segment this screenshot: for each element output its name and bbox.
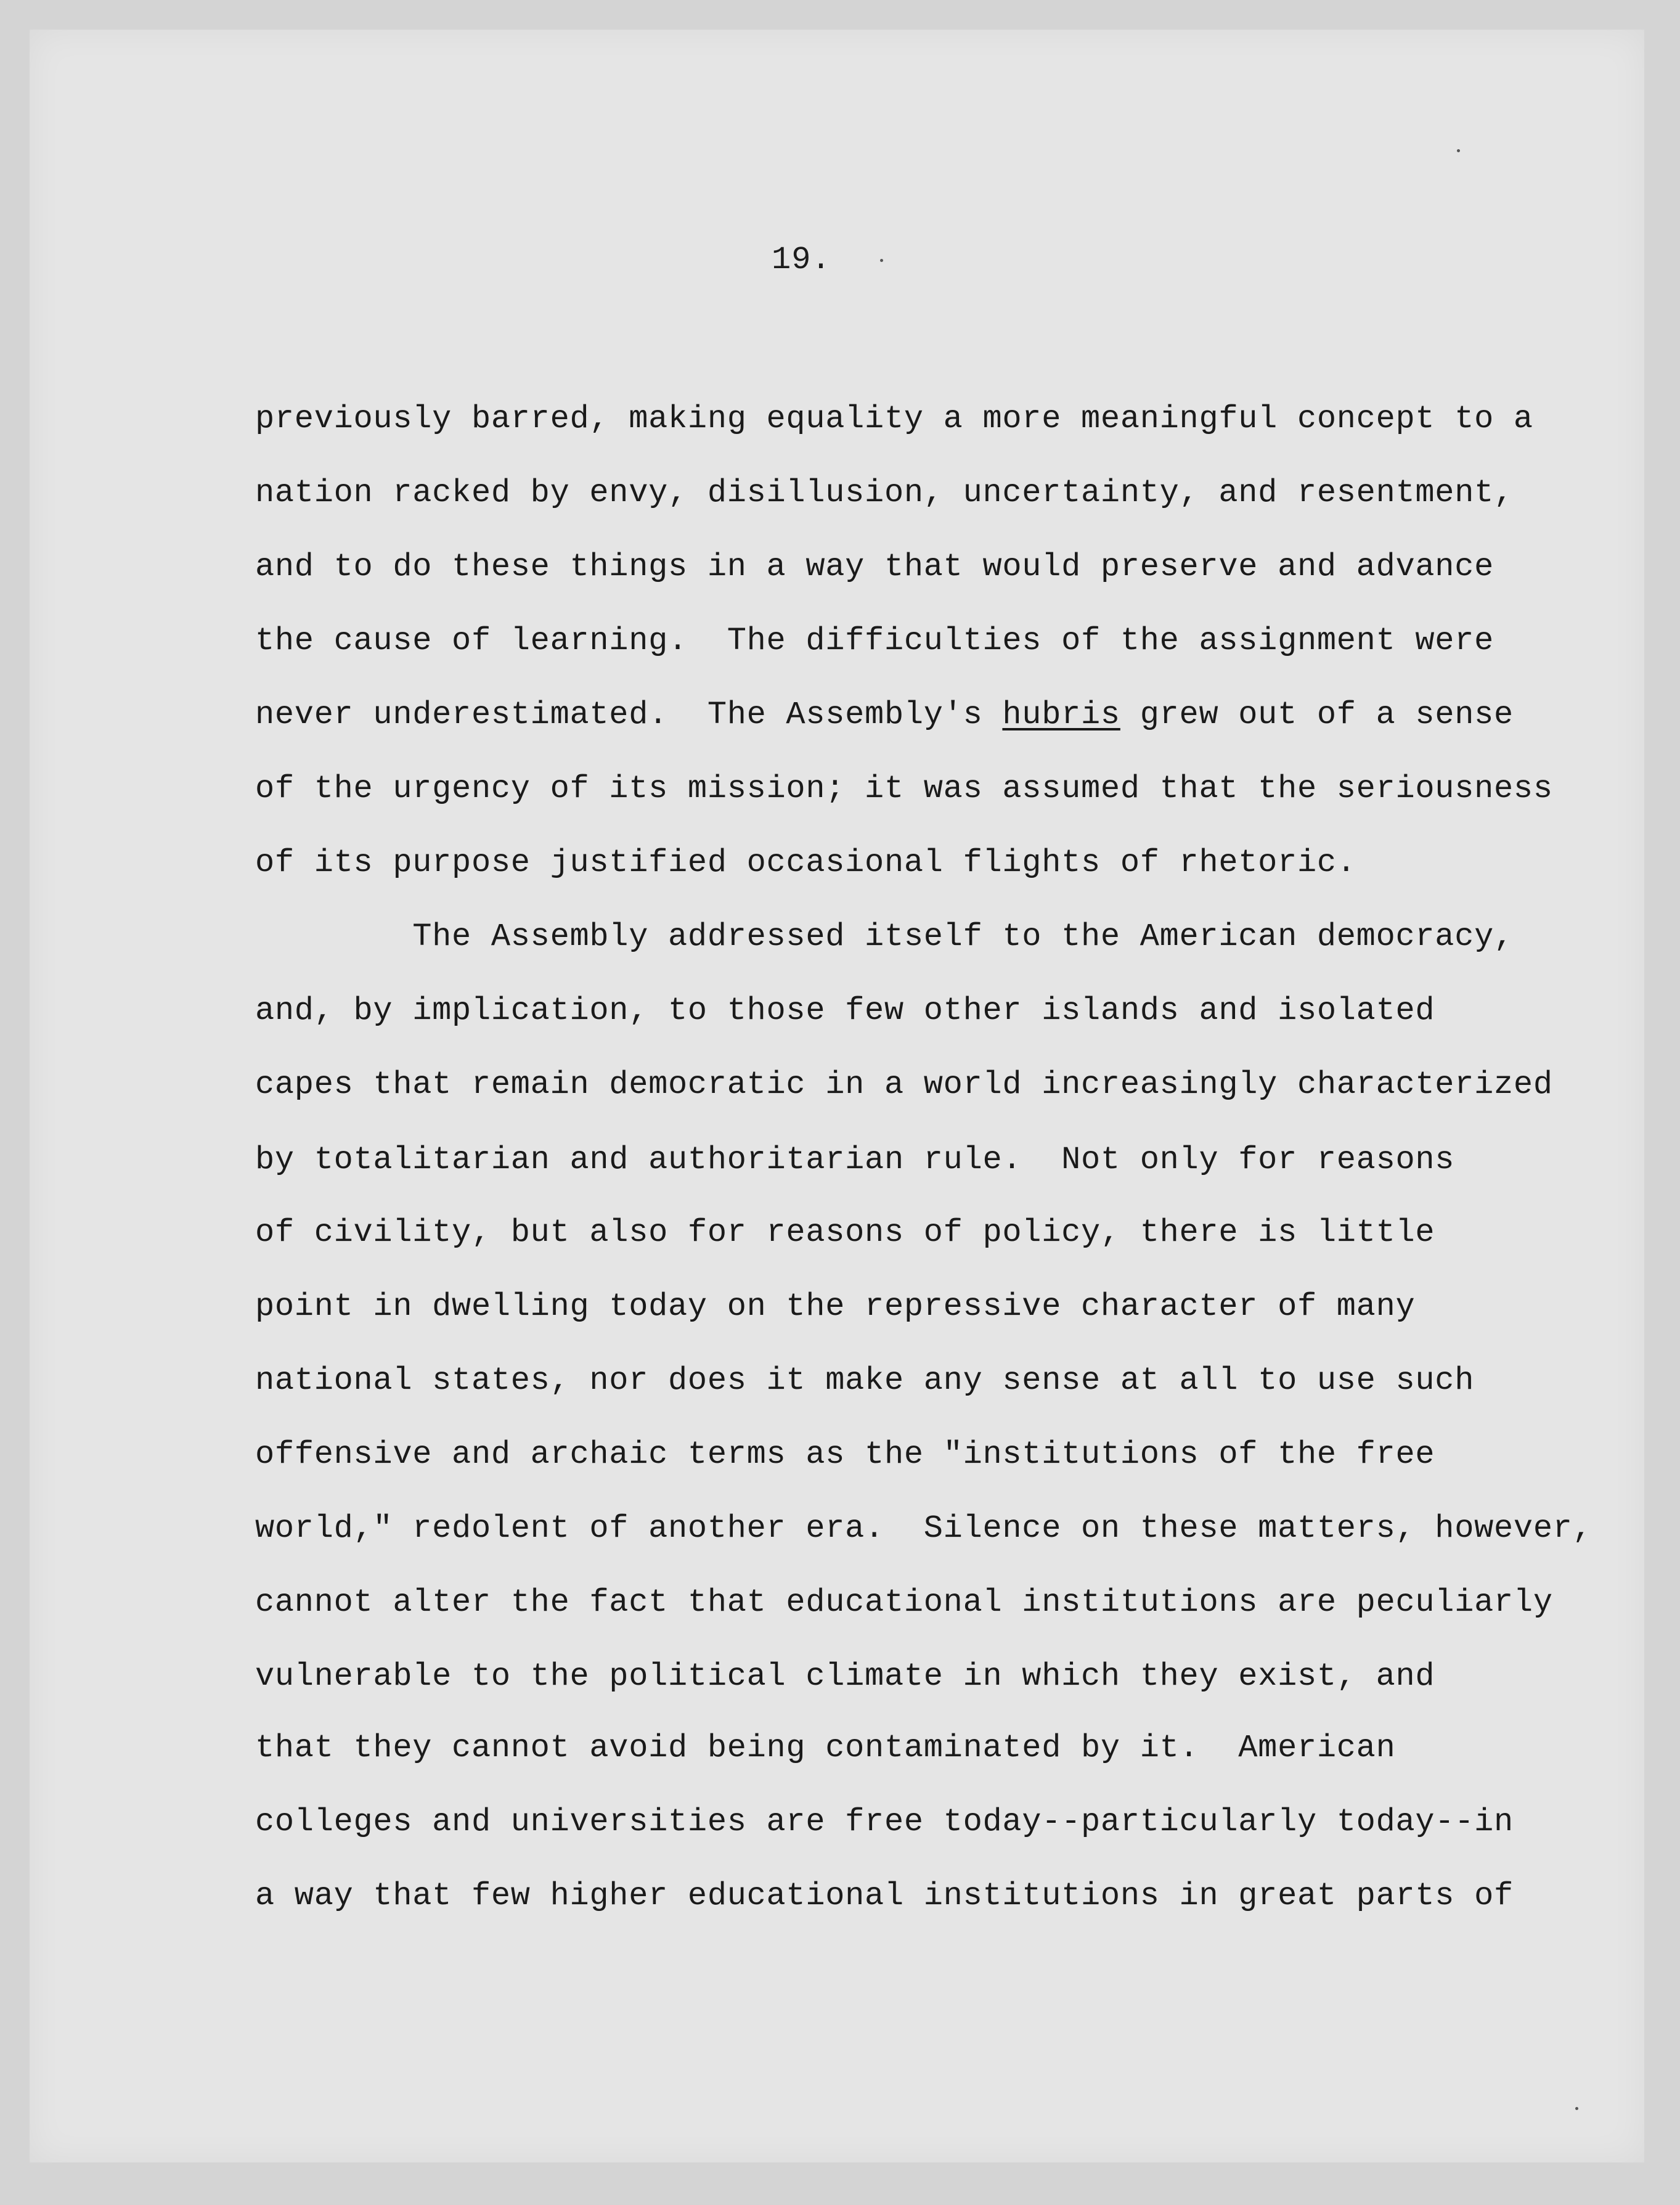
text-line: by totalitarian and authoritarian rule. Not only for reasons [255, 1142, 1455, 1178]
text-line: colleges and universities are free today--particularly today--in [255, 1804, 1514, 1840]
page-number: 19. [772, 242, 831, 278]
scan-speck [880, 259, 883, 262]
text-line: of the urgency of its mission; it was assumed that the seriousness [255, 771, 1553, 807]
text-line: a way that few higher educational institutions in great parts of [255, 1878, 1514, 1914]
text-line: and to do these things in a way that would preserve and advance [255, 549, 1494, 585]
text-line: of civility, but also for reasons of policy, there is little [255, 1214, 1435, 1251]
text-line: point in dwelling today on the repressive character of many [255, 1288, 1416, 1325]
text-segment: grew out of a sense [1120, 697, 1514, 733]
scan-speck [1575, 2107, 1578, 2110]
text-line: that they cannot avoid being contaminated by it. American [255, 1730, 1396, 1766]
scan-speck [1457, 149, 1460, 152]
text-line [255, 697, 1514, 733]
text-line: vulnerable to the political climate in which they exist, and [255, 1658, 1435, 1695]
text-line: capes that remain democratic in a world increasingly characterized [255, 1066, 1553, 1103]
text-line: the cause of learning. The difficulties of the assignment were [255, 623, 1494, 659]
text-line: world," redolent of another era. Silence on these matters, however, [255, 1510, 1592, 1547]
text-line: nation racked by envy, disillusion, uncertainty, and resentment, [255, 475, 1514, 511]
text-line: of its purpose justified occasional flights of rhetoric. [255, 845, 1356, 881]
text-line: cannot alter the fact that educational institutions are peculiarly [255, 1584, 1553, 1621]
underlined-word: hubris [1002, 697, 1120, 733]
text-line: The Assembly addressed itself to the American democracy, [255, 918, 1514, 955]
text-line: previously barred, making equality a more meaningful concept to a [255, 401, 1533, 437]
text-line: offensive and archaic terms as the "institutions of the free [255, 1436, 1435, 1473]
text-line: and, by implication, to those few other islands and isolated [255, 992, 1435, 1029]
text-line: national states, nor does it make any sense at all to use such [255, 1362, 1475, 1399]
text-segment: never underestimated. The Assembly's [255, 697, 1003, 733]
